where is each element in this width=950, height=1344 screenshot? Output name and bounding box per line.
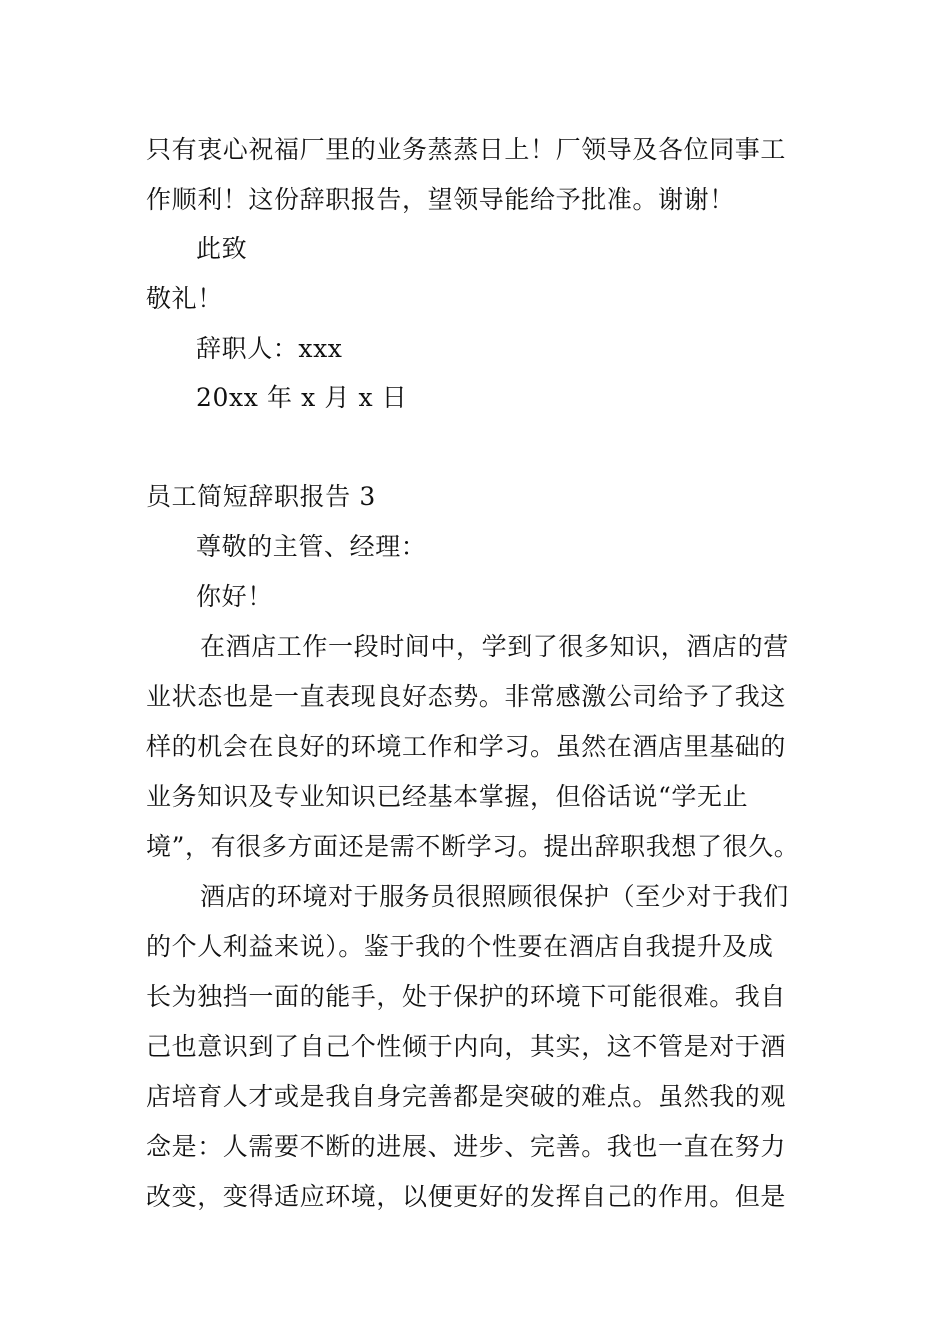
signer-text: 辞职人：xxx (196, 334, 343, 363)
date-text: 20xx 年 x 月 x 日 (196, 383, 408, 412)
paragraph-line: 业务知识及专业知识已经基本掌握，但俗话说“学无止 (146, 782, 749, 811)
greeting-text: 你好！ (196, 582, 273, 611)
paragraph-line: 改变，变得适应环境，以便更好的发挥自己的作用。但是 (146, 1182, 787, 1211)
paragraph-line: 在酒店工作一段时间中，学到了很多知识，酒店的营 (200, 632, 789, 661)
paragraph-line: 长为独挡一面的能手，处于保护的环境下可能很难。我自 (146, 982, 787, 1011)
paragraph-line: 的个人利益来说）。鉴于我的个性要在酒店自我提升及成 (146, 932, 774, 961)
section-title: 员工简短辞职报告 3 (146, 482, 376, 511)
addressee-text: 尊敬的主管、经理： (196, 532, 427, 561)
paragraph-line: 己也意识到了自己个性倾于内向，其实，这不管是对于酒 (146, 1032, 787, 1061)
paragraph-line: 店培育人才或是我自身完善都是突破的难点。虽然我的观 (146, 1082, 787, 1111)
salutation-text: 敬礼！ (146, 284, 223, 313)
text-line: 只有衷心祝福厂里的业务蒸蒸日上！厂领导及各位同事工 (146, 135, 787, 164)
paragraph-line: 酒店的环境对于服务员很照顾很保护（至少对于我们 (200, 882, 789, 911)
closing-text: 此致 (196, 234, 248, 263)
paragraph-line: 念是：人需要不断的进展、进步、完善。我也一直在努力 (146, 1132, 787, 1161)
paragraph-line: 样的机会在良好的环境工作和学习。虽然在酒店里基础的 (146, 732, 787, 761)
paragraph-line: 业状态也是一直表现良好态势。非常感激公司给予了我这 (146, 682, 787, 711)
text-line: 作顺利！这份辞职报告，望领导能给予批准。谢谢！ (146, 185, 735, 214)
paragraph-line: 境”，有很多方面还是需不断学习。提出辞职我想了很久。 (146, 832, 800, 861)
